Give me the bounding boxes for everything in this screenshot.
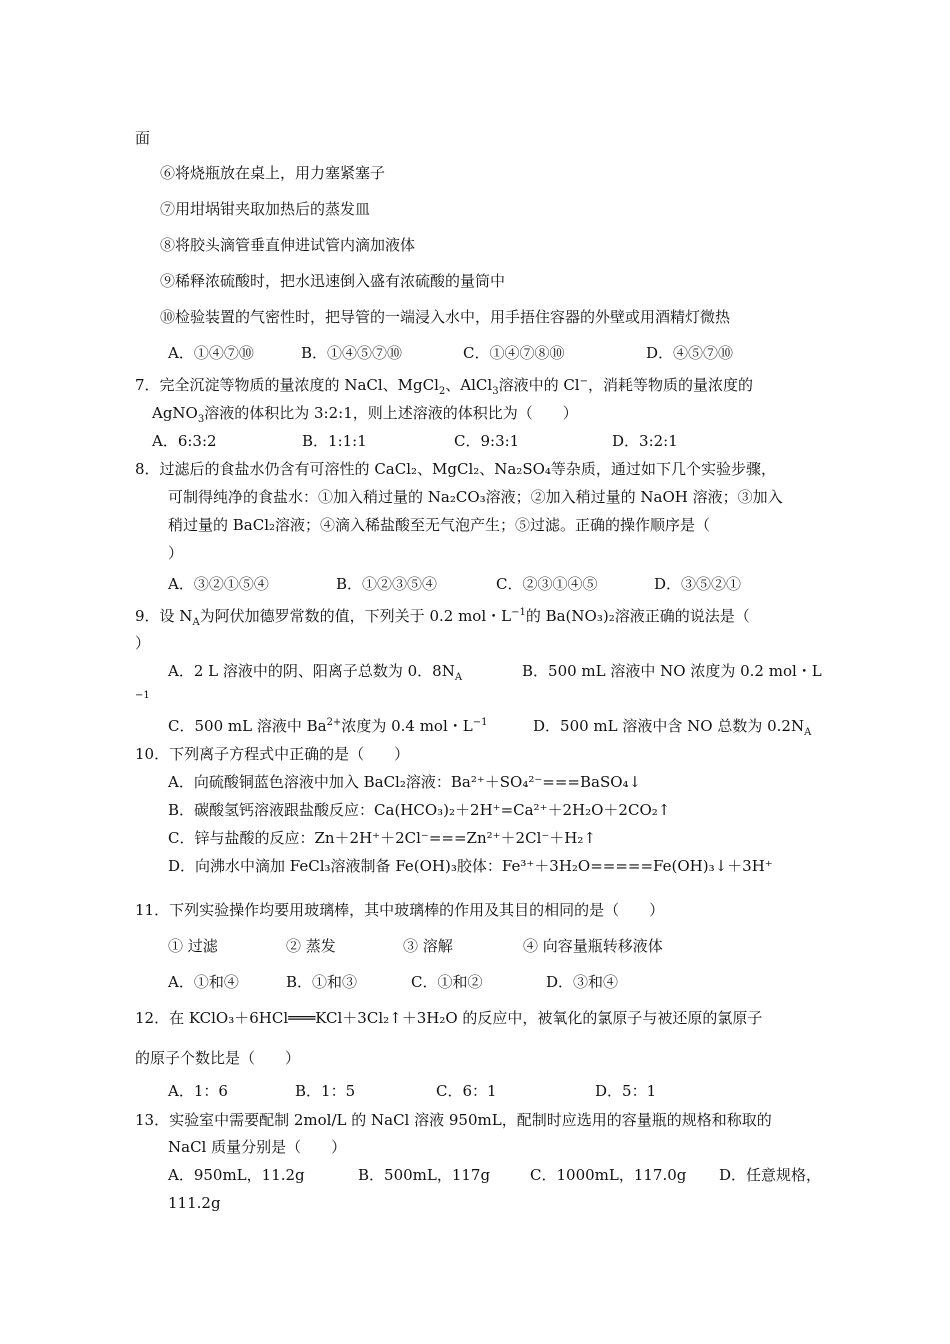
q6-item-7: ⑦用坩埚钳夹取加热后的蒸发皿 — [160, 200, 371, 218]
q13-option-c: C．1000mL，117.0g — [530, 1166, 687, 1184]
q10-option-c: C．锌与盐酸的反应：Zn＋2H⁺＋2Cl⁻===Zn²⁺＋2Cl⁻＋H₂↑ — [168, 829, 596, 847]
q6-item-9: ⑨稀释浓硫酸时，把水迅速倒入盛有浓硫酸的量筒中 — [160, 272, 506, 290]
q8-option-a: A．③②①⑤④ — [168, 575, 269, 593]
q7-option-d: D．3:2:1 — [612, 432, 678, 450]
q13-stem-line1: 13．实验室中需要配制 2mol/L 的 NaCl 溶液 950mL，配制时应选用的容量瓶的规格和称取的 — [135, 1111, 772, 1129]
q9-option-c: C．500 mL 溶液中 $Ba^{2+}$浓度为 0.4 mol・$L^{-1}$ — [168, 717, 488, 735]
q9-option-b-cont: −1 — [135, 690, 150, 701]
q10-stem: 10．下列离子方程式中正确的是（ ） — [135, 745, 410, 763]
q13-option-d-cont: 111.2g — [168, 1194, 221, 1212]
q6-item-6: ⑥将烧瓶放在桌上，用力塞紧塞子 — [160, 164, 386, 182]
q7-option-c: C．9:3:1 — [454, 432, 520, 450]
q7-stem-line1: 7．完全沉淀等物质的量浓度的 NaCl、MgCl$_2$、AlCl$_3$溶液中的 Cl−，消耗等物质的量浓度的 — [135, 376, 754, 397]
q6-item-8: ⑧将胶头滴管垂直伸进试管内滴加液体 — [160, 236, 416, 254]
q11-option-a: A．①和④ — [168, 973, 239, 991]
q7-option-a: A．6:3:2 — [152, 432, 217, 450]
q6-option-b: B．①④⑤⑦⑩ — [301, 344, 403, 362]
q11-option-c: C．①和② — [411, 973, 483, 991]
q12-option-c: C．6：1 — [436, 1082, 497, 1100]
q8-stem-line4: ） — [168, 544, 184, 562]
q11-option-d: D．③和④ — [546, 973, 619, 991]
q12-option-b: B．1：5 — [295, 1082, 356, 1100]
q13-option-b: B．500mL，117g — [358, 1166, 491, 1184]
q10-option-d: D．向沸水中滴加 FeCl₃溶液制备 Fe(OH)₃胶体：Fe³⁺＋3H₂O=====Fe(OH)₃↓＋3H⁺ — [168, 857, 773, 875]
q11-option-b: B．①和③ — [286, 973, 358, 991]
q11-item-3: ③ 溶解 — [403, 937, 453, 955]
q7-option-b: B．1:1:1 — [302, 432, 367, 450]
continuation-text: 面 — [135, 129, 151, 147]
q10-option-b: B．碳酸氢钙溶液跟盐酸反应：Ca(HCO₃)₂＋2H⁺=Ca²⁺＋2H₂O＋2CO₂↑ — [168, 801, 671, 819]
q6-option-d: D．④⑤⑦⑩ — [646, 344, 734, 362]
q13-option-a: A．950mL，11.2g — [168, 1166, 305, 1184]
q11-stem: 11．下列实验操作均要用玻璃棒，其中玻璃棒的作用及其目的相同的是（ ） — [135, 901, 665, 919]
q9-option-d: D．500 mL 溶液中含 NO 总数为 $0.2N_A$ — [533, 717, 812, 738]
q8-option-b: B．①②③⑤④ — [336, 575, 438, 593]
q6-option-a: A．①④⑦⑩ — [168, 344, 254, 362]
q6-item-10: ⑩检验装置的气密性时，把导管的一端浸入水中，用手捂住容器的外壁或用酒精灯微热 — [160, 308, 731, 326]
q7-stem-line2: AgNO$_3$溶液的体积比为 3:2:1，则上述溶液的体积比为（ ） — [152, 404, 578, 425]
q11-item-4: ④ 向容量瓶转移液体 — [523, 937, 663, 955]
q8-stem-line1: 8．过滤后的食盐水仍含有可溶性的 CaCl₂、MgCl₂、Na₂SO₄等杂质，通过如下几个实验步骤， — [135, 460, 776, 478]
q9-stem-line1: 9．设 $N_A$为阿伏加德罗常数的值，下列关于 0.2 mol・$L^{-1}$的 Ba(NO₃)₂溶液正确的说法是（ — [135, 607, 750, 628]
q13-stem-line2: NaCl 质量分别是（ ） — [168, 1138, 347, 1156]
q11-item-2: ② 蒸发 — [286, 937, 336, 955]
q12-option-d: D．5：1 — [595, 1082, 657, 1100]
q8-stem-line3: 稍过量的 BaCl₂溶液；④滴入稀盐酸至无气泡产生；⑤过滤。正确的操作顺序是（ — [168, 516, 711, 534]
q9-stem-line2: ） — [135, 634, 151, 652]
q12-option-a: A．1：6 — [168, 1082, 228, 1100]
q13-option-d: D．任意规格， — [719, 1166, 822, 1184]
q10-option-a: A．向硫酸铜蓝色溶液中加入 BaCl₂溶液：Ba²⁺＋SO₄²⁻===BaSO₄↓ — [168, 773, 642, 791]
q8-option-d: D．③⑤②① — [654, 575, 742, 593]
q8-stem-line2: 可制得纯净的食盐水：①加入稍过量的 Na₂CO₃溶液；②加入稍过量的 NaOH 溶液；③加入 — [168, 488, 783, 506]
q11-item-1: ① 过滤 — [168, 937, 218, 955]
q12-stem-line2: 的原子个数比是（ ） — [135, 1049, 301, 1067]
q8-option-c: C．②③①④⑤ — [496, 575, 598, 593]
q6-option-c: C．①④⑦⑧⑩ — [463, 344, 565, 362]
q12-stem-line1: 12．在 KClO₃＋6HCl═══KCl＋3Cl₂↑＋3H₂O 的反应中，被氧化的氯原子与被还原的氯原子 — [135, 1009, 763, 1027]
q9-option-b: B．500 mL 溶液中 NO 浓度为 0.2 mol・L — [522, 662, 822, 680]
q9-option-a: A．2 L 溶液中的阴、阳离子总数为 0．$8N_A$ — [168, 662, 463, 683]
